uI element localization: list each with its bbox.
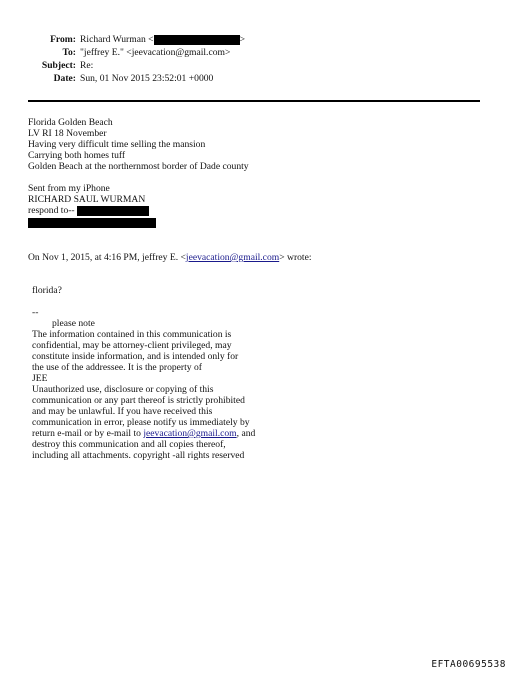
notify-pre: return e-mail or by e-mail to	[32, 428, 144, 439]
sent-from: Sent from my iPhone	[28, 183, 110, 194]
email-link[interactable]: jeevacation@gmail.com	[185, 252, 280, 263]
disclaimer-line: constitute inside information, and is intended only for	[32, 351, 239, 362]
document-id: EFTA00695538	[431, 659, 506, 670]
date-value: Sun, 01 Nov 2015 23:52:01 +0000	[80, 73, 214, 84]
quote-intro	[28, 252, 312, 263]
redaction-block	[28, 218, 156, 228]
respond-to-label: respond to--	[28, 205, 75, 216]
disclaimer-line: and may be unlawful. If you have received this	[32, 406, 213, 417]
notify-post: , and	[236, 428, 256, 439]
to-label: To:	[62, 47, 76, 58]
email-link[interactable]: jeevacation@gmail.com	[143, 428, 237, 439]
subject-label: Subject:	[41, 60, 76, 71]
disclaimer-line: The information contained in this communication is	[32, 329, 232, 340]
from-value	[80, 34, 245, 46]
date-row	[0, 73, 512, 85]
from-name: Richard Wurman <	[80, 34, 154, 45]
to-value: "jeffrey E." <jeevacation@gmail.com>	[80, 47, 231, 58]
body-line: Having very difficult time selling the mansion	[28, 139, 206, 150]
disclaimer-line: communication or any part thereof is strictly prohibited	[32, 395, 245, 406]
body-line: Golden Beach at the northernmost border of Dade county	[28, 161, 249, 172]
from-row	[0, 34, 512, 46]
body-line: LV RI 18 November	[28, 128, 107, 139]
disclaimer-line: confidential, may be attorney-client privileged, may	[32, 340, 232, 351]
disclaimer-line: Unauthorized use, disclosure or copying of this	[32, 384, 214, 395]
from-label: From:	[50, 34, 76, 45]
date-label: Date:	[53, 73, 76, 84]
respond-to	[28, 205, 149, 216]
from-tail: >	[239, 34, 246, 45]
subject-value: Re:	[80, 60, 94, 71]
disclaimer-line: JEE	[32, 373, 48, 384]
disclaimer-line: destroy this communication and all copies thereof,	[32, 439, 226, 450]
quote-intro-post: > wrote:	[279, 252, 312, 263]
body-line: Carrying both homes tuff	[28, 150, 126, 161]
disclaimer-line: including all attachments. copyright -all rights reserved	[32, 450, 245, 461]
signature-name: RICHARD SAUL WURMAN	[28, 194, 146, 205]
quote-intro-pre: On Nov 1, 2015, at 4:16 PM, jeffrey E. <	[28, 252, 186, 263]
signature-dashes: --	[32, 307, 39, 318]
subject-row	[0, 60, 512, 72]
disclaimer-line: the use of the addressee. It is the property of	[32, 362, 202, 373]
redaction-block	[77, 206, 149, 216]
redaction-block	[154, 35, 240, 45]
disclaimer-line: communication in error, please notify us immediately by	[32, 417, 250, 428]
body-line: Florida Golden Beach	[28, 117, 113, 128]
note-title: please note	[52, 318, 95, 329]
to-row	[0, 47, 512, 59]
quoted-message: florida?	[32, 285, 62, 296]
disclaimer-line	[32, 428, 255, 439]
header-divider	[28, 100, 480, 102]
